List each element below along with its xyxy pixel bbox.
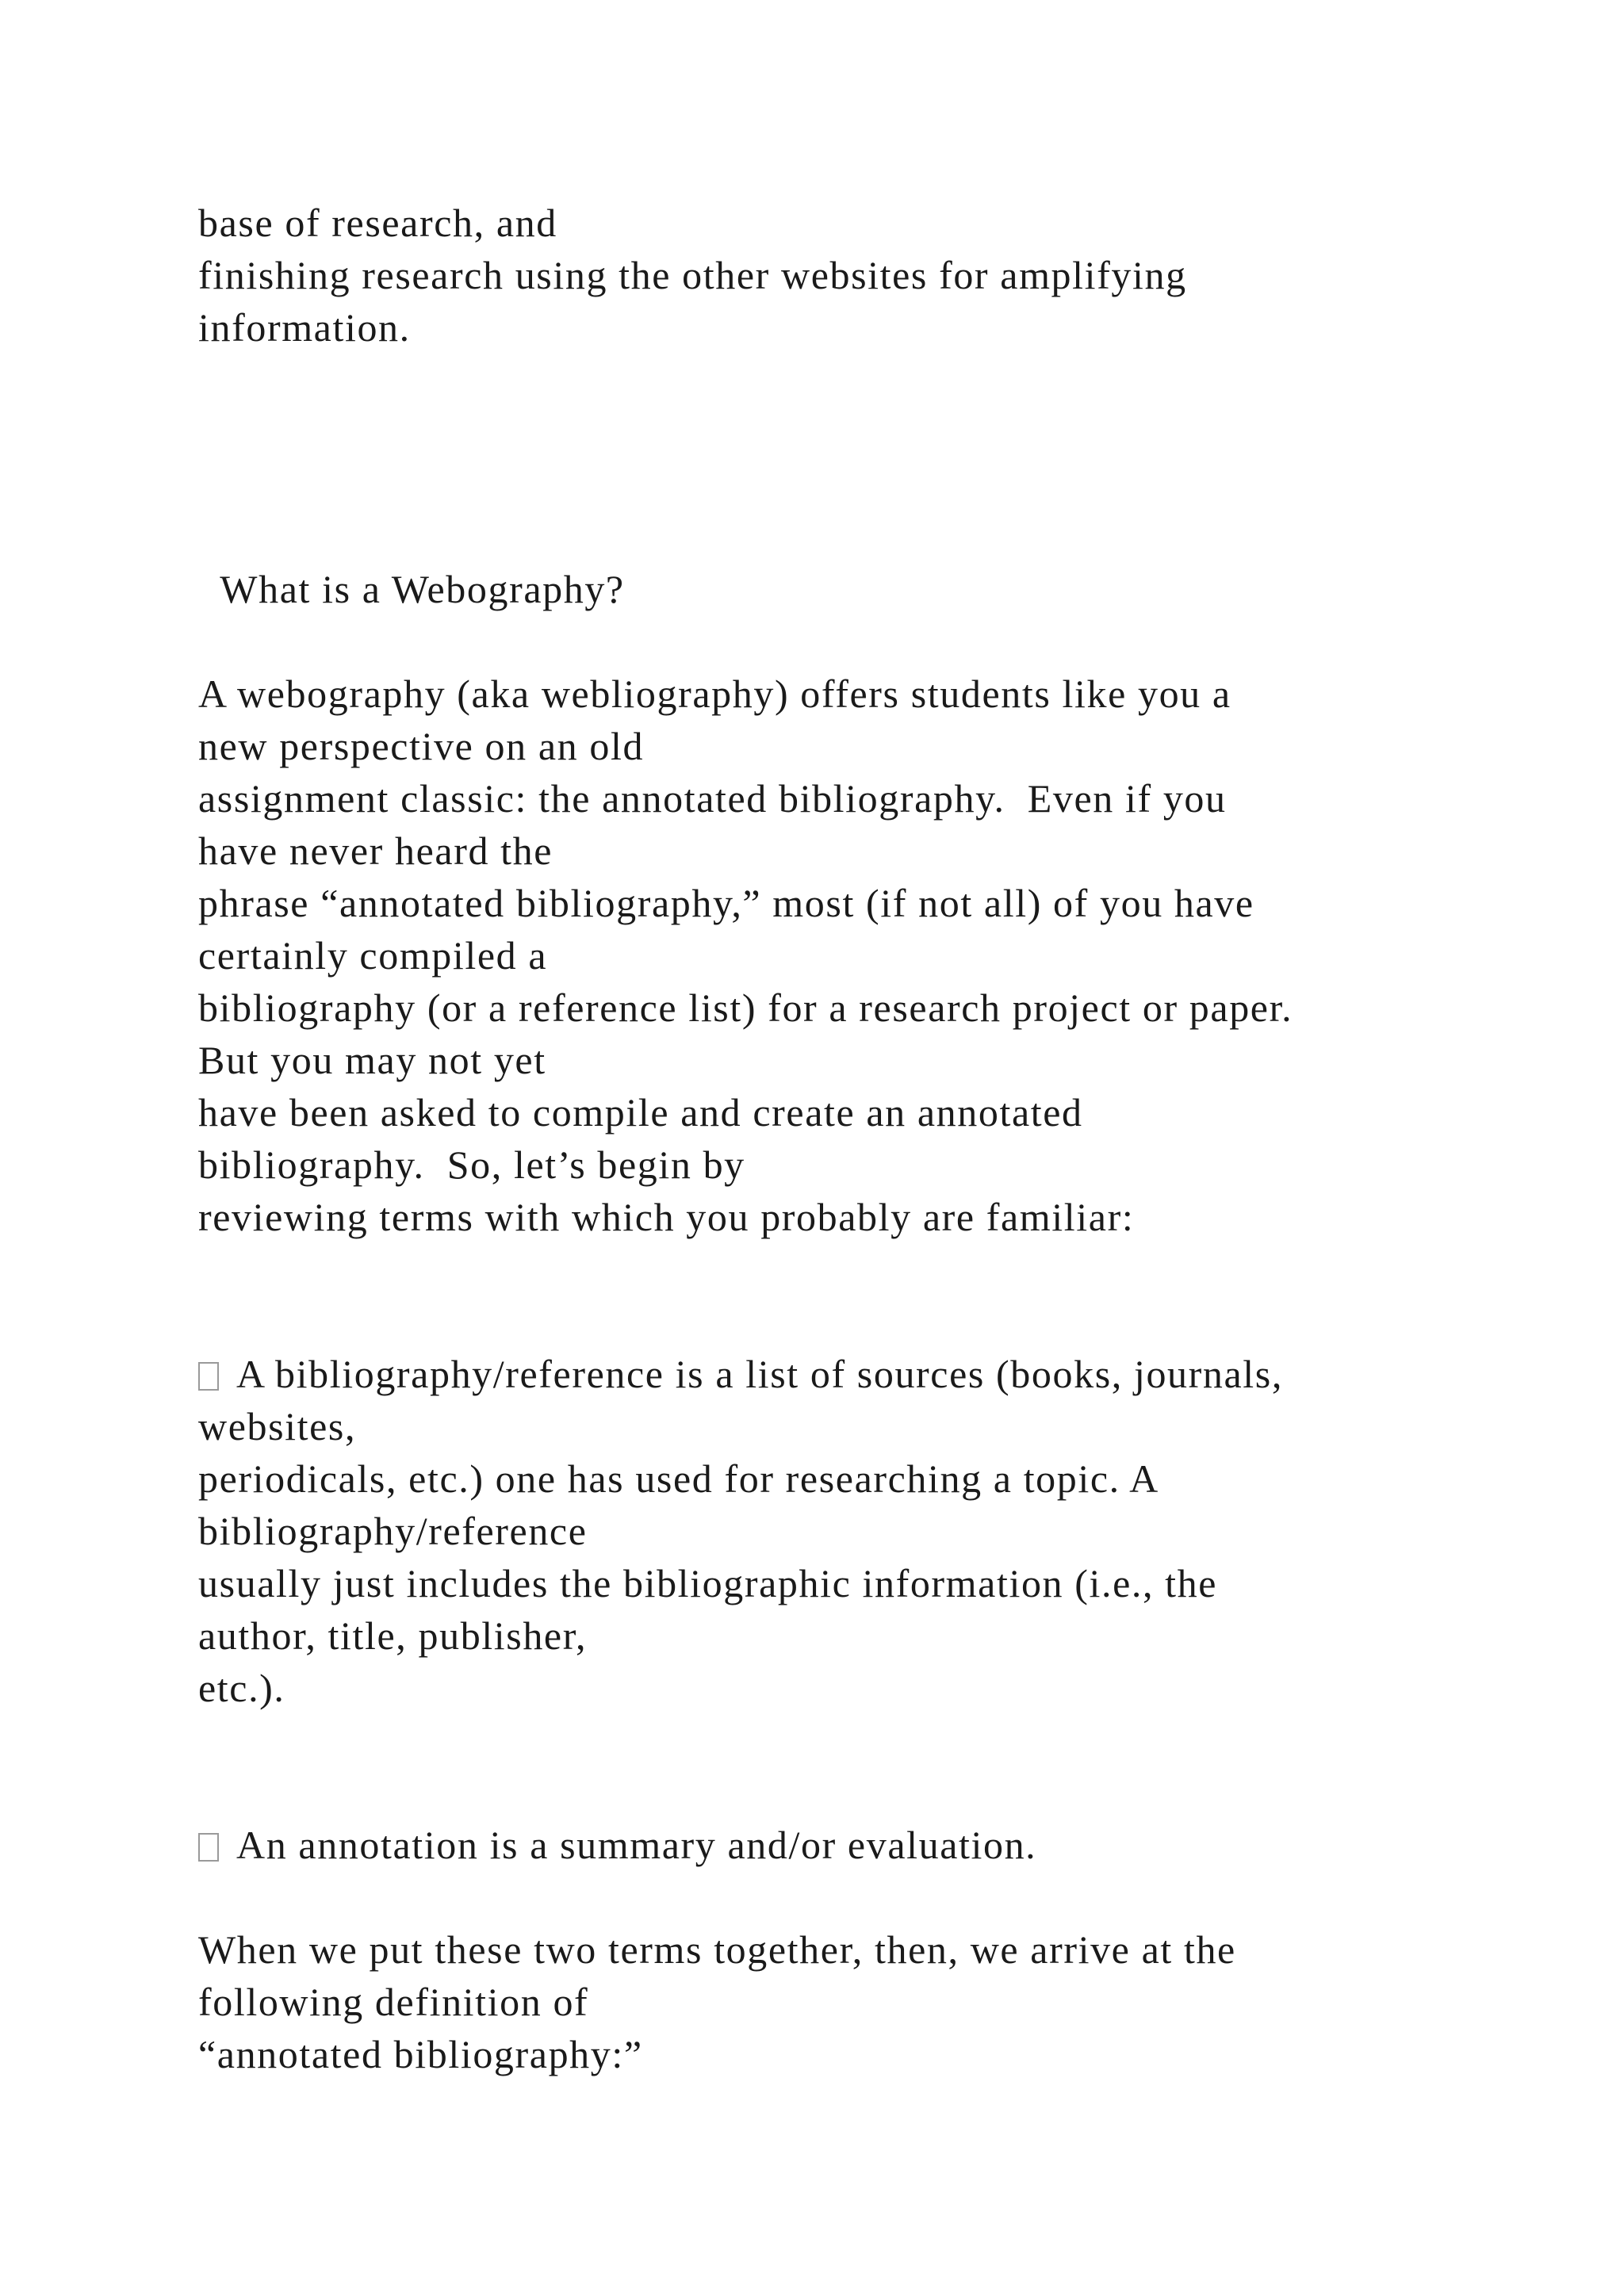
- paragraph-1-line-9: have been asked to compile and create an annotated: [198, 1090, 1083, 1135]
- bullet-1-line-7: etc.).: [198, 1666, 285, 1710]
- bullet-1-line-1: [198, 1348, 1283, 1400]
- bullet-1-line-5: usually just includes the bibliographic information (i.e., the: [198, 1561, 1218, 1605]
- bullet-2-text: An annotation is a summary and/or evaluation.: [236, 1823, 1037, 1867]
- paragraph-2-line-1: When we put these two terms together, then, we arrive at the: [198, 1927, 1236, 1972]
- paragraph-1-line-10: bibliography. So, let’s begin by: [198, 1142, 745, 1187]
- bullet-1-line-2: websites,: [198, 1404, 357, 1448]
- bullet-glyph-icon: [198, 1362, 219, 1391]
- paragraph-1-line-11: reviewing terms with which you probably are familiar:: [198, 1195, 1135, 1239]
- paragraph-2-line-3: “annotated bibliography:”: [198, 2032, 643, 2076]
- intro-line-1: base of research, and: [198, 201, 557, 245]
- intro-line-3: information.: [198, 305, 411, 350]
- bullet-1-line-4: bibliography/reference: [198, 1509, 588, 1553]
- intro-line-2: finishing research using the other websites for amplifying: [198, 253, 1187, 297]
- paragraph-1-line-1: A webography (aka webliography) offers students like you a: [198, 672, 1231, 716]
- paragraph-1-line-6: certainly compiled a: [198, 933, 548, 978]
- section-heading: What is a Webography?: [198, 567, 625, 611]
- paragraph-1-line-3: assignment classic: the annotated bibliography. Even if you: [198, 776, 1227, 821]
- bullet-glyph-icon: [198, 1833, 219, 1862]
- bullet-1-line-3: periodicals, etc.) one has used for researching a topic. A: [198, 1456, 1159, 1501]
- paragraph-1-line-4: have never heard the: [198, 828, 553, 873]
- bullet-1-text: A bibliography/reference is a list of sources (books, journals,: [236, 1352, 1283, 1396]
- paragraph-1-line-2: new perspective on an old: [198, 724, 645, 768]
- paragraph-1-line-5: phrase “annotated bibliography,” most (if not all) of you have: [198, 881, 1254, 925]
- paragraph-1-line-8: But you may not yet: [198, 1038, 546, 1082]
- bullet-1-line-6: author, title, publisher,: [198, 1613, 588, 1658]
- paragraph-1-line-7: bibliography (or a reference list) for a research project or paper.: [198, 985, 1293, 1030]
- bullet-2-line-1: [198, 1819, 1036, 1871]
- paragraph-2-line-2: following definition of: [198, 1980, 589, 2024]
